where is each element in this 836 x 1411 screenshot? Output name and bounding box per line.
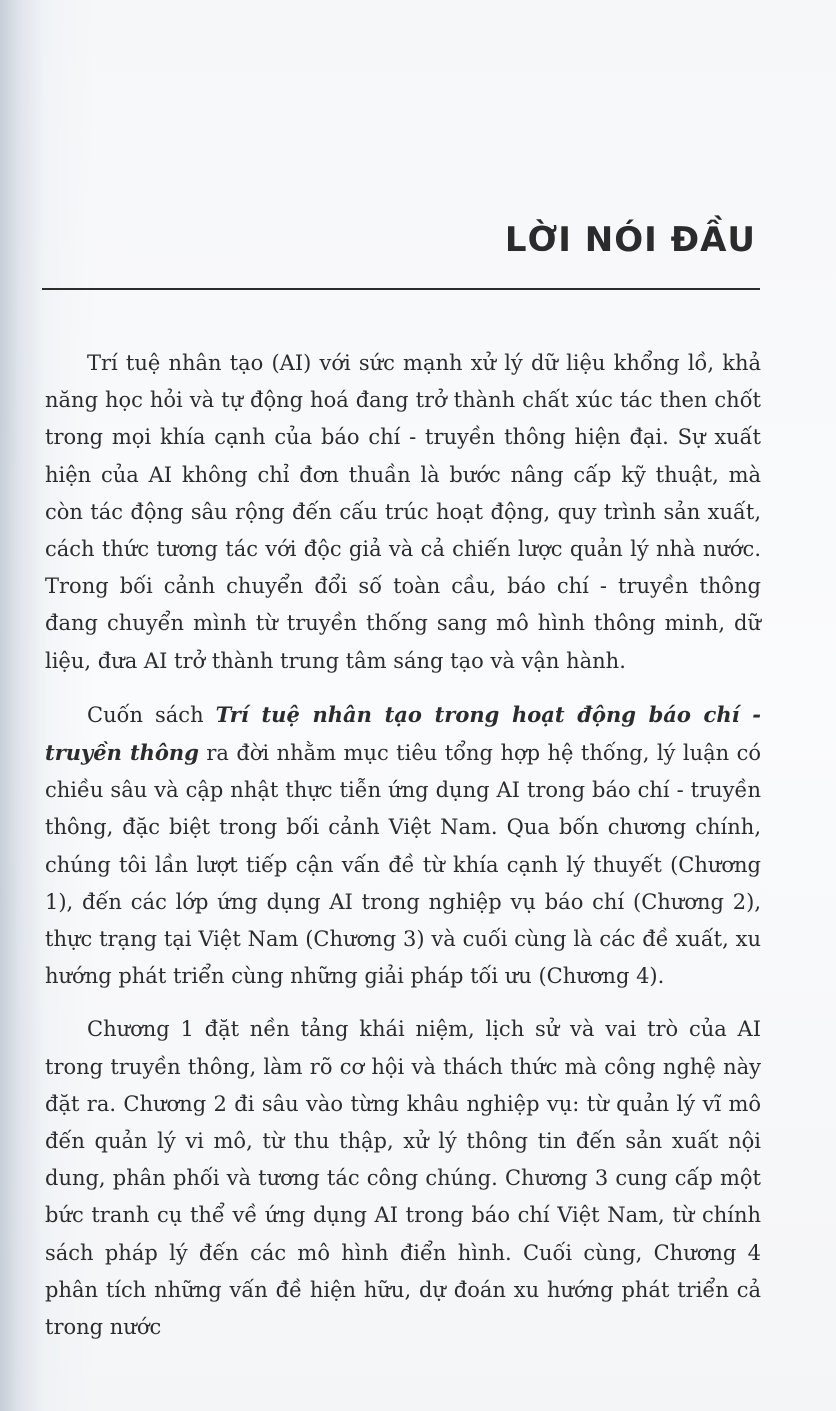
paragraph-3: Chương 1 đặt nền tảng khái niệm, lịch sử và vai trò của AI trong truyền thông, làm rõ cơ hội và thách thức mà công nghệ này đặt ra. Chương 2 đi sâu vào từng khâu nghiệp vụ: từ quản lý vĩ mô đến quản lý vi mô, từ thu thập, xử lý thông tin đến sản xuất nội dung, phân phối và tương tác công chúng. Chương 3 cung cấp một bức tranh cụ thể về ứng dụng AI trong báo chí Việt Nam, từ chính sách pháp lý đến các mô hình điển hình. Cuối cùng, Chương 4 phân tích những vấn đề hiện hữu, dự đoán xu hướng phát triển cả trong nước xyxy=(45,1017,761,1340)
paragraph-2-body: ra đời nhằm mục tiêu tổng hợp hệ thống, lý luận có chiều sâu và cập nhật thực tiễn ứng dụng AI trong báo chí - truyền thông, đặc biệt trong bối cảnh Việt Nam. Qua bốn chương chính, chúng tôi lần lượt tiếp cận vấn đề từ khía cạnh lý thuyết (Chương 1), đến các lớp ứng dụng AI trong nghiệp vụ báo chí (Chương 2), thực trạng tại Việt Nam (Chương 3) và cuối cùng là các đề xuất, xu hướng phát triển cùng những giải pháp tối ưu (Chương 4). xyxy=(45,741,761,989)
paragraph-2-intro: Cuốn sách xyxy=(87,702,216,727)
body-text xyxy=(45,345,761,1362)
paragraph-2 xyxy=(45,696,761,996)
chapter-title: LỜI NÓI ĐẦU xyxy=(504,220,756,260)
title-divider xyxy=(42,288,760,290)
book-title: Trí tuệ nhân tạo trong hoạt động báo chí - truyền thông xyxy=(45,701,761,766)
paragraph-1: Trí tuệ nhân tạo (AI) với sức mạnh xử lý dữ liệu khổng lồ, khả năng học hỏi và tự động hoá đang trở thành chất xúc tác then chốt trong mọi khía cạnh của báo chí - truyền thông hiện đại. Sự xuất hiện của AI không chỉ đơn thuần là bước nâng cấp kỹ thuật, mà còn tác động sâu rộng đến cấu trúc hoạt động, quy trình sản xuất, cách thức tương tác với độc giả và cả chiến lược quản lý nhà nước. Trong bối cảnh chuyển đổi số toàn cầu, báo chí - truyền thông đang chuyển mình từ truyền thống sang mô hình thông minh, dữ liệu, đưa AI trở thành trung tâm sáng tạo và vận hành. xyxy=(45,351,761,673)
